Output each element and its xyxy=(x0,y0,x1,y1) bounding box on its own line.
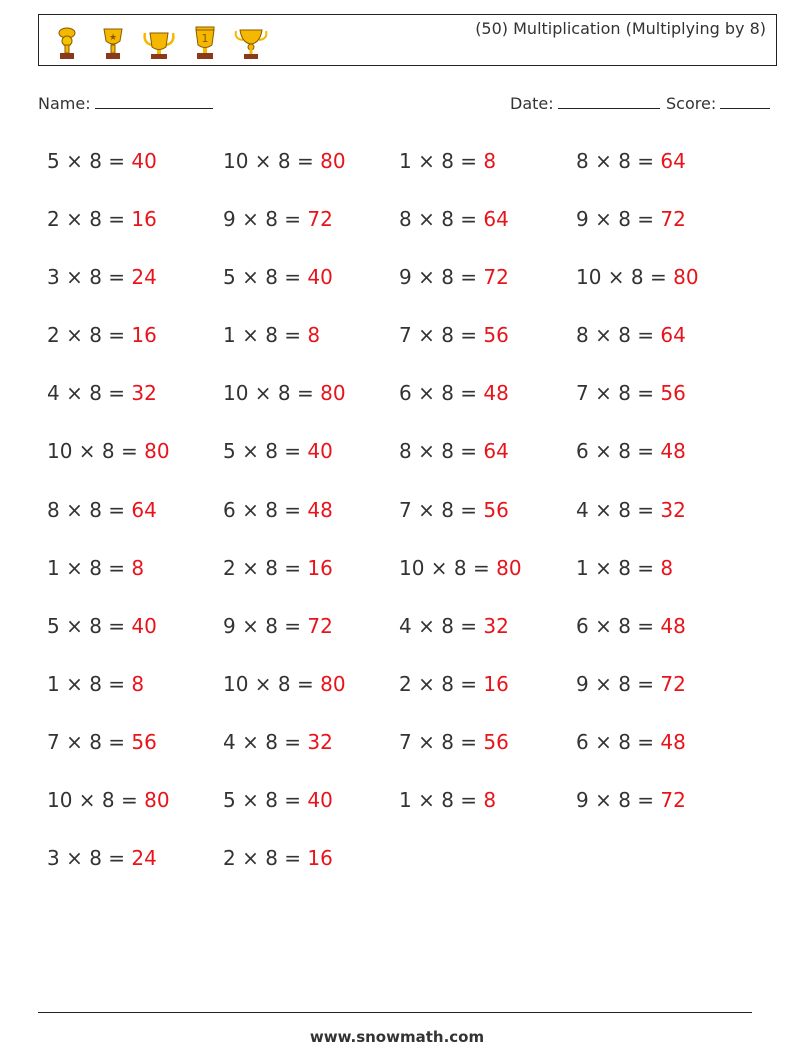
problem-question: 2 × 8 = xyxy=(399,671,484,696)
problem-item xyxy=(576,430,756,488)
problem-answer: 32 xyxy=(307,729,333,754)
problem-item xyxy=(576,547,756,605)
problem-question: 10 × 8 = xyxy=(223,149,321,173)
problem-question: 1 × 8 = xyxy=(47,671,132,696)
problem-question: 7 × 8 = xyxy=(399,497,484,522)
problem-answer: 48 xyxy=(660,439,686,464)
problem-item xyxy=(223,372,399,430)
problem-item xyxy=(576,721,756,779)
problem-item xyxy=(399,721,576,779)
problem-answer: 48 xyxy=(307,497,333,522)
problem-question: 4 × 8 = xyxy=(47,381,132,406)
problem-answer: 72 xyxy=(483,265,509,290)
problem-question: 7 × 8 = xyxy=(47,729,132,754)
problem-item xyxy=(576,663,756,721)
problem-answer: 64 xyxy=(483,439,509,464)
problem-question: 10 × 8 = xyxy=(47,788,145,813)
trophy-icon xyxy=(47,23,87,63)
problem-answer: 56 xyxy=(483,497,509,522)
problem-question: 9 × 8 = xyxy=(576,788,661,813)
name-field[interactable] xyxy=(38,92,213,113)
svg-text:★: ★ xyxy=(108,33,118,43)
trophy-row xyxy=(47,21,271,63)
problem-question: 9 × 8 = xyxy=(399,265,484,290)
problem-answer: 16 xyxy=(307,846,333,871)
problem-answer: 72 xyxy=(307,207,333,232)
problem-item xyxy=(47,837,223,895)
problem-question: 1 × 8 = xyxy=(47,555,132,580)
problem-item xyxy=(223,605,399,663)
name-blank[interactable] xyxy=(95,92,213,109)
problem-item xyxy=(223,837,399,895)
worksheet-title: (50) Multiplication (Multiplying by 8) xyxy=(475,19,766,38)
date-label: Date: xyxy=(510,94,554,113)
problem-answer: 40 xyxy=(131,149,157,173)
problem-question: 4 × 8 = xyxy=(223,729,308,754)
problem-question: 9 × 8 = xyxy=(223,613,308,638)
problem-question: 2 × 8 = xyxy=(47,207,132,232)
problem-answer: 48 xyxy=(483,381,509,406)
problem-item xyxy=(399,605,576,663)
problem-answer: 80 xyxy=(320,381,346,406)
number-one-trophy-icon xyxy=(185,23,225,63)
problem-item xyxy=(223,430,399,488)
problem-answer: 72 xyxy=(307,613,333,638)
problem-question: 9 × 8 = xyxy=(223,207,308,232)
problem-question: 10 × 8 = xyxy=(576,265,674,290)
problem-item xyxy=(223,140,399,198)
date-blank[interactable] xyxy=(558,92,660,109)
problem-answer: 8 xyxy=(131,671,145,696)
problem-item xyxy=(576,314,756,372)
problem-item xyxy=(47,547,223,605)
problem-question: 2 × 8 = xyxy=(47,323,132,348)
svg-text:1: 1 xyxy=(201,32,209,45)
problem-question: 9 × 8 = xyxy=(576,671,661,696)
problem-item xyxy=(399,198,576,256)
problem-item xyxy=(399,314,576,372)
problem-item xyxy=(47,256,223,314)
problem-question: 6 × 8 = xyxy=(576,439,661,464)
problem-item xyxy=(399,489,576,547)
problem-answer: 8 xyxy=(660,555,674,580)
problem-item xyxy=(576,605,756,663)
problem-question: 5 × 8 = xyxy=(47,149,132,173)
problem-question: 10 × 8 = xyxy=(223,381,321,406)
problem-question: 8 × 8 = xyxy=(47,497,132,522)
problem-item xyxy=(47,198,223,256)
problem-question: 8 × 8 = xyxy=(576,323,661,348)
problem-answer: 80 xyxy=(496,555,522,580)
problem-item xyxy=(576,256,756,314)
problem-question: 5 × 8 = xyxy=(223,788,308,813)
problem-item xyxy=(47,430,223,488)
problem-item xyxy=(223,198,399,256)
problem-grid xyxy=(47,140,767,895)
problem-answer: 40 xyxy=(307,788,333,813)
problem-answer: 8 xyxy=(483,149,497,173)
problem-question: 1 × 8 = xyxy=(576,555,661,580)
problem-question: 7 × 8 = xyxy=(576,381,661,406)
name-label: Name: xyxy=(38,94,91,113)
problem-question: 3 × 8 = xyxy=(47,265,132,290)
problem-item xyxy=(47,721,223,779)
problem-answer: 16 xyxy=(131,323,157,348)
problem-question: 5 × 8 = xyxy=(223,439,308,464)
problem-answer: 64 xyxy=(660,323,686,348)
problem-item xyxy=(223,314,399,372)
problem-question: 4 × 8 = xyxy=(576,497,661,522)
problem-answer: 80 xyxy=(320,671,346,696)
problem-item xyxy=(47,663,223,721)
problem-answer: 80 xyxy=(673,265,699,290)
score-label: Score: xyxy=(666,94,717,113)
wide-cup-trophy-icon xyxy=(231,23,271,63)
problem-answer: 56 xyxy=(660,381,686,406)
problem-answer: 72 xyxy=(660,671,686,696)
problem-answer: 32 xyxy=(131,381,157,406)
problem-answer: 8 xyxy=(131,555,145,580)
problem-item xyxy=(47,605,223,663)
problem-question: 10 × 8 = xyxy=(223,671,321,696)
star-trophy-icon xyxy=(93,23,133,63)
problem-answer: 80 xyxy=(320,149,346,173)
problem-answer: 32 xyxy=(483,613,509,638)
problem-question: 1 × 8 = xyxy=(399,788,484,813)
date-field[interactable] xyxy=(510,92,660,113)
problem-question: 9 × 8 = xyxy=(576,207,661,232)
problem-answer: 48 xyxy=(660,613,686,638)
problem-answer: 48 xyxy=(660,729,686,754)
problem-question: 7 × 8 = xyxy=(399,323,484,348)
problem-question: 4 × 8 = xyxy=(399,613,484,638)
problem-item xyxy=(223,256,399,314)
problem-question: 5 × 8 = xyxy=(47,613,132,638)
cup-trophy-icon xyxy=(139,23,179,63)
problem-item xyxy=(47,779,223,837)
problem-answer: 40 xyxy=(307,265,333,290)
problem-answer: 40 xyxy=(307,439,333,464)
footer-url: www.snowmath.com xyxy=(309,1028,485,1046)
problem-item xyxy=(399,372,576,430)
problem-answer: 16 xyxy=(307,555,333,580)
problem-item xyxy=(47,489,223,547)
problem-question: 6 × 8 = xyxy=(223,497,308,522)
problem-answer: 16 xyxy=(131,207,157,232)
problem-answer: 72 xyxy=(660,788,686,813)
problem-item xyxy=(223,547,399,605)
problem-question: 8 × 8 = xyxy=(399,439,484,464)
problem-question: 2 × 8 = xyxy=(223,846,308,871)
problem-answer: 64 xyxy=(660,149,686,173)
problem-item xyxy=(223,663,399,721)
problem-answer: 72 xyxy=(660,207,686,232)
problem-answer: 24 xyxy=(131,265,157,290)
problem-item xyxy=(576,198,756,256)
header-box xyxy=(38,14,777,66)
problem-item xyxy=(47,140,223,198)
problem-question: 7 × 8 = xyxy=(399,729,484,754)
problem-answer: 8 xyxy=(307,323,321,348)
problem-item xyxy=(576,779,756,837)
problem-answer: 80 xyxy=(144,439,170,464)
footer-divider xyxy=(38,1012,752,1013)
problem-item xyxy=(223,779,399,837)
problem-question: 2 × 8 = xyxy=(223,555,308,580)
problem-answer: 40 xyxy=(131,613,157,638)
problem-question: 8 × 8 = xyxy=(399,207,484,232)
problem-question: 1 × 8 = xyxy=(399,149,484,173)
problem-question: 8 × 8 = xyxy=(576,149,661,173)
problem-question: 6 × 8 = xyxy=(399,381,484,406)
problem-answer: 56 xyxy=(131,729,157,754)
problem-item xyxy=(399,430,576,488)
problem-question: 10 × 8 = xyxy=(399,555,497,580)
problem-question: 1 × 8 = xyxy=(223,323,308,348)
problem-answer: 56 xyxy=(483,729,509,754)
problem-item xyxy=(399,547,576,605)
problem-item xyxy=(223,721,399,779)
problem-item xyxy=(399,663,576,721)
score-field[interactable] xyxy=(666,92,770,113)
problem-item xyxy=(399,140,576,198)
problem-item xyxy=(399,779,576,837)
problem-answer: 24 xyxy=(131,846,157,871)
problem-answer: 16 xyxy=(483,671,509,696)
problem-item xyxy=(576,489,756,547)
problem-item xyxy=(47,314,223,372)
problem-item xyxy=(576,140,756,198)
problem-answer: 64 xyxy=(131,497,157,522)
problem-answer: 64 xyxy=(483,207,509,232)
score-blank[interactable] xyxy=(720,92,770,109)
problem-item xyxy=(47,372,223,430)
problem-question: 3 × 8 = xyxy=(47,846,132,871)
problem-answer: 80 xyxy=(144,788,170,813)
problem-item xyxy=(576,372,756,430)
problem-answer: 32 xyxy=(660,497,686,522)
problem-answer: 56 xyxy=(483,323,509,348)
problem-question: 6 × 8 = xyxy=(576,613,661,638)
problem-question: 5 × 8 = xyxy=(223,265,308,290)
problem-item xyxy=(399,256,576,314)
problem-question: 6 × 8 = xyxy=(576,729,661,754)
problem-answer: 8 xyxy=(483,788,497,813)
problem-question: 10 × 8 = xyxy=(47,439,145,464)
problem-item xyxy=(223,489,399,547)
